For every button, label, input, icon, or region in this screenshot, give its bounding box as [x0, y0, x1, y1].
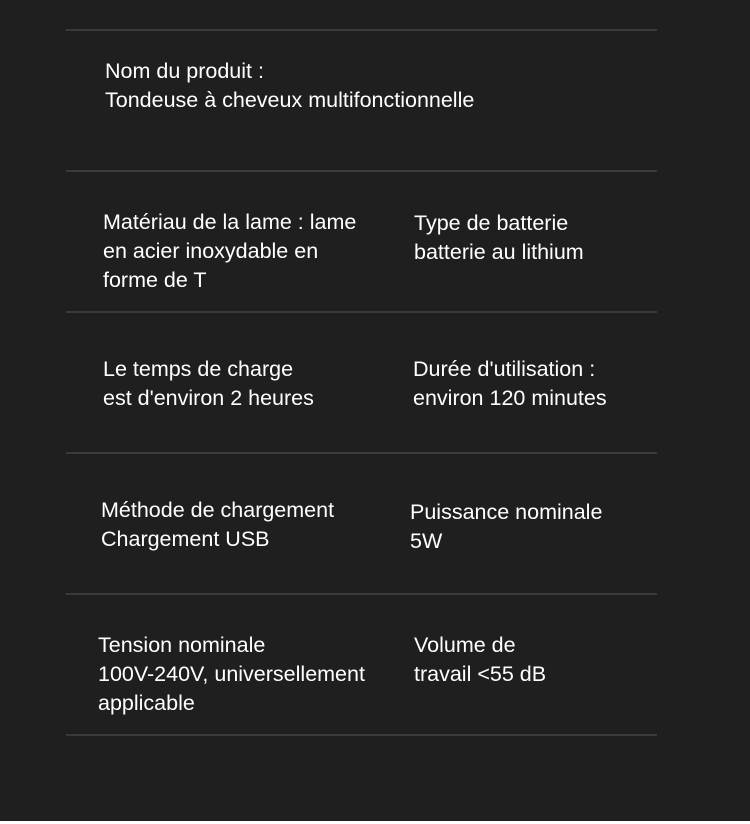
spec-charging-method: Méthode de chargement Chargement USB — [101, 498, 335, 551]
spec-rated-power: Puissance nominale 5W — [410, 500, 603, 553]
spec-usage-time: Durée d'utilisation : environ 120 minutes — [413, 357, 607, 410]
divider-line — [66, 311, 657, 313]
divider-line — [66, 29, 657, 31]
divider-line — [66, 734, 657, 736]
spec-blade-material: Matériau de la lame : lame en acier inoxydable en forme de T — [103, 210, 357, 292]
divider-line — [66, 593, 657, 595]
spec-rated-voltage: Tension nominale 100V-240V, universellement applicable — [98, 633, 365, 715]
divider-line — [66, 452, 657, 454]
spec-working-volume: Volume de travail <55 dB — [414, 633, 547, 686]
spec-product-name: Nom du produit : Tondeuse à cheveux multifonctionnelle — [105, 59, 475, 112]
spec-battery-type: Type de batterie batterie au lithium — [414, 211, 584, 264]
spec-charge-time: Le temps de charge est d'environ 2 heures — [103, 357, 314, 410]
divider-line — [66, 170, 657, 172]
